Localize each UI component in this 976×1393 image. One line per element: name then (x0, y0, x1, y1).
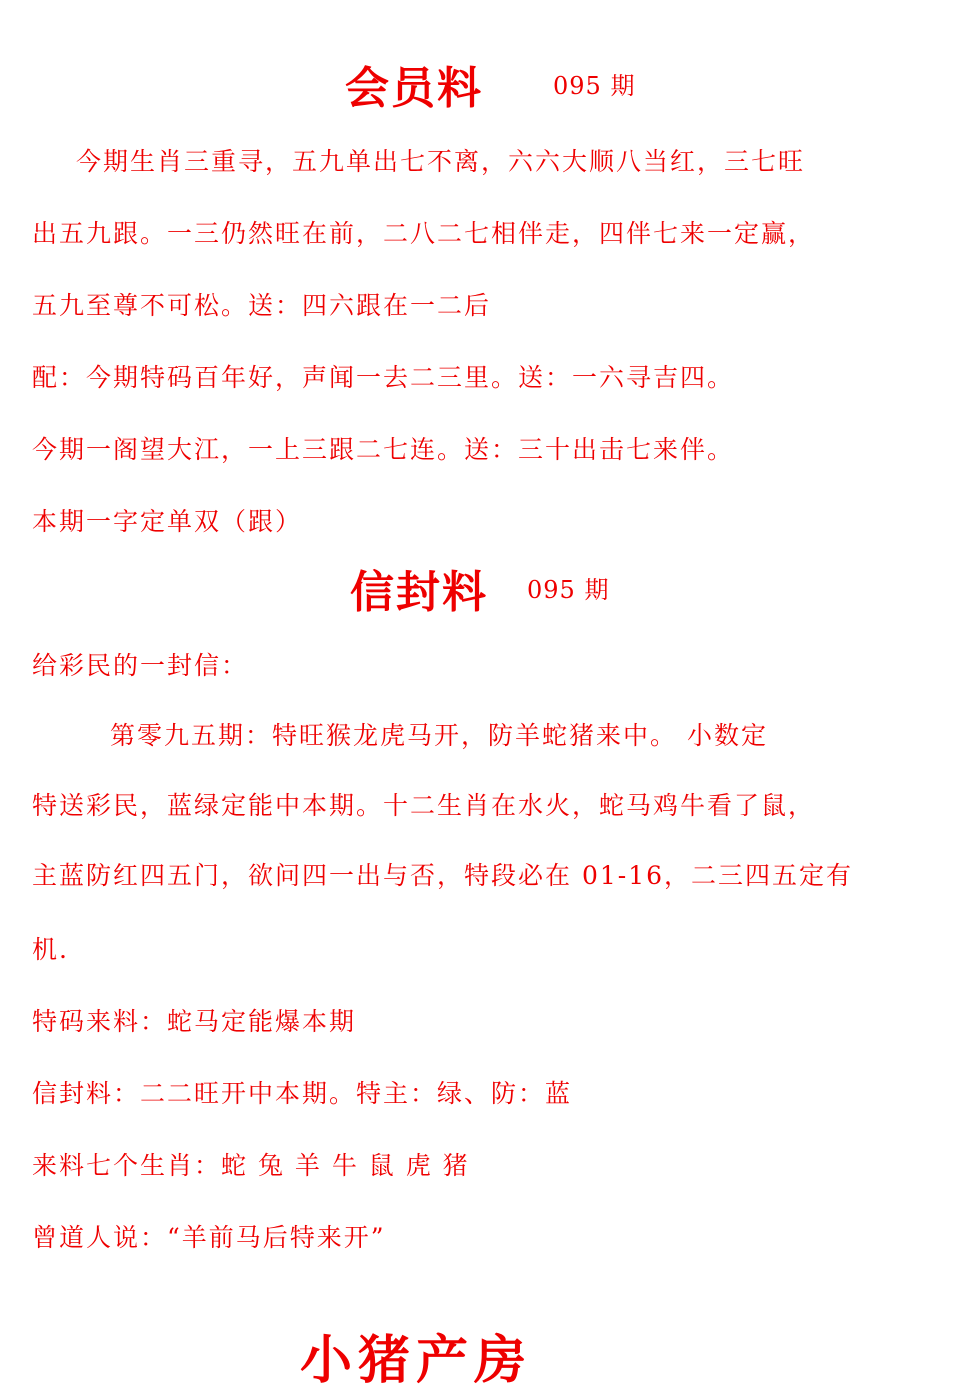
footer-title: 小猪产房 (300, 1330, 533, 1391)
section1-line-2: 出五九跟。一三仍然旺在前，二八二七相伴走，四伴七来一定赢， (32, 219, 816, 248)
section2-line-6: 特码来料：蛇马定能爆本期 (32, 1007, 357, 1036)
section2-line-5: 机. (32, 935, 69, 964)
section2-line-9: 曾道人说：“羊前马后特来开” (32, 1223, 386, 1252)
section2-line-1: 给彩民的一封信： (32, 651, 249, 680)
section2-issue: 095 期 (527, 576, 610, 604)
section1-title: 会员料 (345, 63, 483, 114)
section2-line-2: 第零九五期：特旺猴龙虎马开，防羊蛇猪来中。 小数定 (110, 721, 768, 750)
section1-line-1: 今期生肖三重寻，五九单出七不离，六六大顺八当红，三七旺 (76, 147, 806, 176)
section2-line-3: 特送彩民，蓝绿定能中本期。十二生肖在水火，蛇马鸡牛看了鼠， (32, 791, 816, 820)
section1-line-3: 五九至尊不可松。送：四六跟在一二后 (32, 291, 492, 320)
section2-line-4: 主蓝防红四五门，欲问四一出与否，特段必在 01-16，二三四五定有 (32, 861, 854, 890)
section1-issue: 095 期 (553, 72, 636, 100)
section2-line-8: 来料七个生肖：蛇 兔 羊 牛 鼠 虎 猪 (32, 1151, 470, 1180)
section1-line-5: 今期一阁望大江，一上三跟二七连。送：三十出击七来伴。 (32, 435, 735, 464)
section1-line-6: 本期一字定单双（跟） (32, 507, 303, 536)
section2-line-7: 信封料：二二旺开中本期。特主：绿、防：蓝 (32, 1079, 573, 1108)
section2-title: 信封料 (350, 567, 488, 618)
section1-line-4: 配：今期特码百年好，声闻一去二三里。送：一六寻吉四。 (32, 363, 735, 392)
